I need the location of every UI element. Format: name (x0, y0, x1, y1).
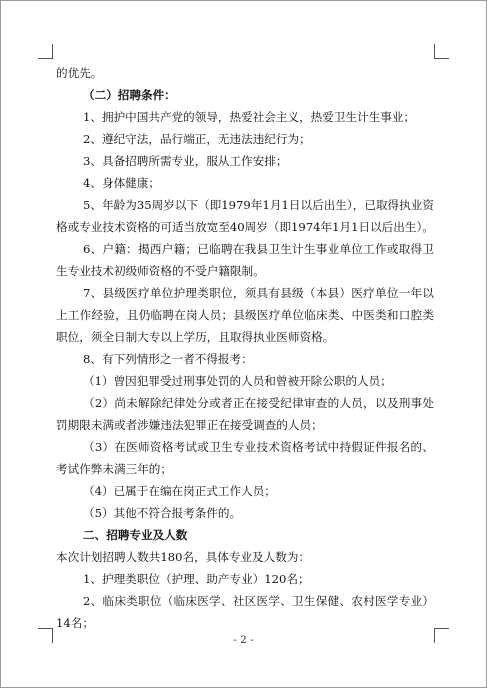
paragraph-continuation: 的优先。 (56, 66, 103, 80)
position-1: 1、护理类职位（护理、助产专业）120名； (83, 572, 310, 586)
condition-8: 8、有下列情形之一者不得报考： (83, 352, 253, 366)
crop-mark-top-right (434, 44, 449, 59)
exclusion-4: （4）已属于在编在岗正式工作人员； (83, 484, 276, 498)
exclusion-3: （3）在医师资格考试或卫生专业技术资格考试中持假证件报名的、考试作弊未满三年的； (56, 440, 434, 476)
exclusion-1: （1）曾因犯罪受过刑事处罚的人员和曾被开除公职的人员； (83, 374, 392, 388)
crop-mark-top-left (38, 44, 53, 59)
condition-1: 1、拥护中国共产党的领导，热爱社会主义，热爱卫生计生事业； (83, 110, 416, 124)
condition-7: 7、县级医疗单位护理类职位，须具有县级（本县）医疗单位一年以上工作经验，且仍临聘在岗人员；县级医疗单位临床类、中医类和口腔类职位，须全日制大专以上学历，且取得执业医师资格。 (56, 286, 434, 344)
section-heading-conditions: （二）招聘条件： (83, 88, 176, 102)
document-body (56, 62, 434, 634)
position-2: 2、临床类职位（临床医学、社区医学、卫生保健、农村医学专业）14名； (56, 594, 434, 630)
positions-intro: 本次计划招聘人数共180名，具体专业及人数为： (56, 550, 311, 564)
condition-3: 3、具备招聘所需专业，服从工作安排； (83, 154, 288, 168)
exclusion-5: （5）其他不符合报考条件的。 (83, 506, 242, 520)
exclusion-2: （2）尚未解除纪律处分或者正在接受纪律审查的人员，以及刑事处罚期限未满或者涉嫌违法犯罪正在接受调查的人员； (56, 396, 434, 432)
section-heading-positions: 二、招聘专业及人数 (83, 528, 188, 542)
condition-2: 2、遵纪守法，品行端正，无违法违纪行为； (83, 132, 311, 146)
condition-6: 6、户籍：揭西户籍；已临聘在我县卫生计生事业单位工作或取得卫生专业技术初级师资格的不受户籍限制。 (56, 242, 434, 278)
condition-5: 5、年龄为35周岁以下（即1979年1月1日以后出生），已取得执业资格或专业技术资格的可适当放宽至40周岁（即1974年1月1日以后出生）。 (56, 198, 434, 234)
condition-4: 4、身体健康； (83, 176, 160, 190)
page-number: - 2 - (233, 634, 254, 646)
